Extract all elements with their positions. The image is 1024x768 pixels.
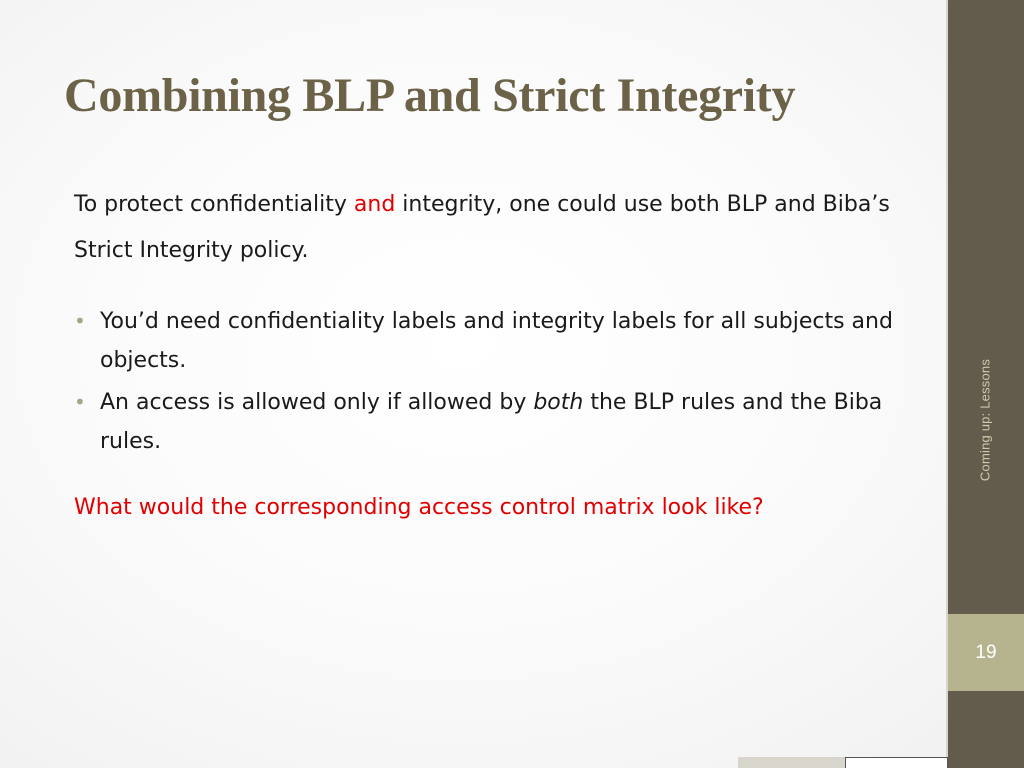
bullet-emphasis: both <box>533 390 584 415</box>
sidebar-vertical-label: Coming up: Lessons <box>977 358 993 482</box>
bullet-item <box>74 302 904 380</box>
bullet-list <box>74 302 904 461</box>
bullet-text-start: An access is allowed only if allowed by <box>100 390 534 415</box>
slide-title: Combining BLP and Strict Integrity <box>64 69 796 122</box>
bullet-dot-icon: • <box>74 390 86 414</box>
intro-text-end: integrity, one could use both BLP and Biba’s Strict Integrity policy. <box>74 192 890 263</box>
intro-text-start: To protect confidentiality <box>74 192 354 217</box>
page-number-box <box>948 614 1024 691</box>
closing-question: What would the corresponding access control matrix look like? <box>74 495 764 520</box>
page-number: 19 <box>975 641 997 663</box>
bullet-text: You’d need confidentiality labels and integrity labels for all subjects and objects. <box>100 309 893 373</box>
intro-highlight: and <box>353 192 396 217</box>
bullet-item <box>74 383 904 461</box>
bullet-text-end: the BLP rules and the Biba rules. <box>100 390 883 454</box>
intro-paragraph <box>74 182 904 274</box>
corner-tab-segment <box>738 757 846 768</box>
bullet-dot-icon: • <box>74 309 86 333</box>
slide-content <box>74 182 904 528</box>
